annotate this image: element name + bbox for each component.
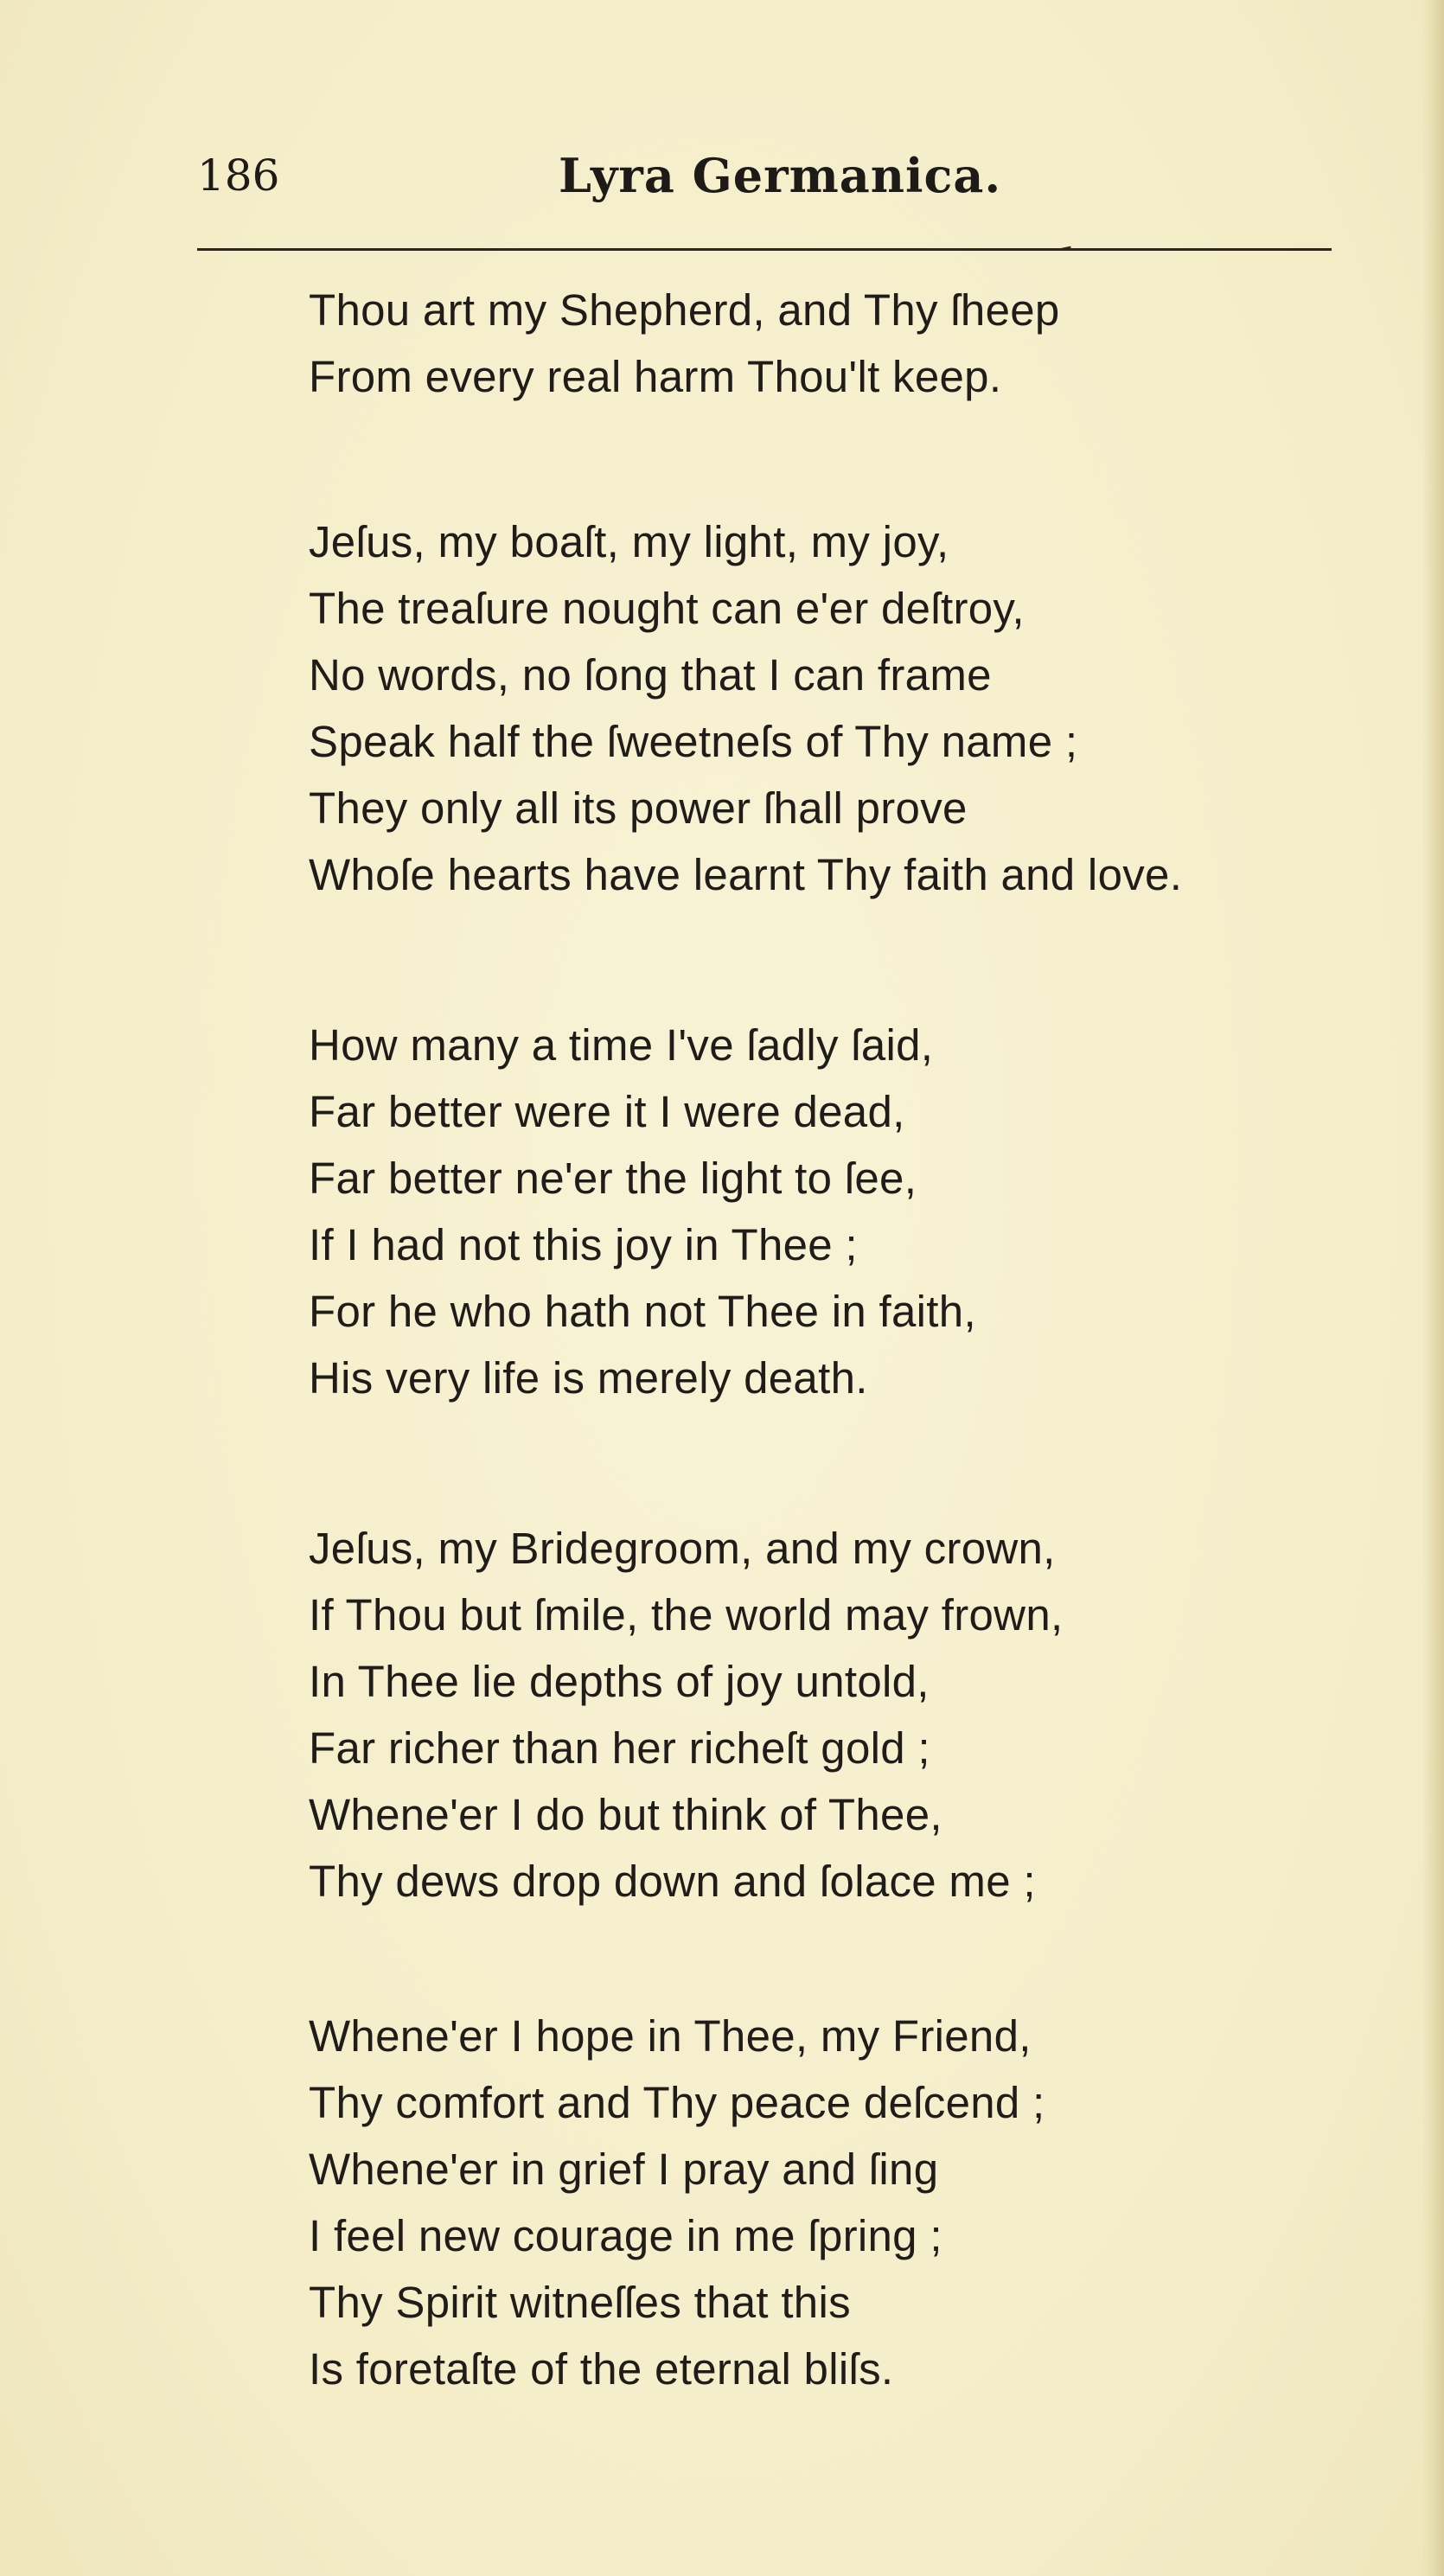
poem-line: Far better were it I were dead, xyxy=(309,1087,905,1136)
poem-line: Speak half the ſweetneſs of Thy name ; xyxy=(309,717,1078,766)
stanza-4 xyxy=(309,1515,1346,1914)
poem-line: I feel new courage in me ſpring ; xyxy=(309,2211,942,2260)
poem-line: Thy comfort and Thy peace deſcend ; xyxy=(309,2078,1045,2127)
poem-line: From every real harm Thou'lt keep. xyxy=(309,352,1002,401)
poem-line: Whene'er I hope in Thee, my Friend, xyxy=(309,2011,1032,2061)
poem-line: No words, no ſong that I can frame xyxy=(309,650,992,700)
poem-line: If Thou but ſmile, the world may frown, xyxy=(309,1590,1064,1640)
poem-line: Thy Spirit witneſſes that this xyxy=(309,2278,851,2327)
poem-line: Whene'er in grief I pray and ſing xyxy=(309,2145,939,2194)
poem-line: Thy dews drop down and ſolace me ; xyxy=(309,1857,1036,1906)
poem-line: Whene'er I do but think of Thee, xyxy=(309,1790,942,1839)
poem-line: The treaſure nought can e'er deſtroy, xyxy=(309,584,1025,633)
poem-line: Far better ne'er the light to ſee, xyxy=(309,1154,917,1203)
page-number: 186 xyxy=(197,150,280,201)
poem-line: Jeſus, my boaſt, my light, my joy, xyxy=(309,517,949,566)
stanza-1 xyxy=(309,277,1346,410)
running-title: Lyra Germanica. xyxy=(559,148,1002,203)
stanza-5 xyxy=(309,2003,1346,2402)
poem-line: Whoſe hearts have learnt Thy faith and love. xyxy=(309,850,1183,899)
header-rule xyxy=(197,248,1332,251)
poem-line: They only all its power ſhall prove xyxy=(309,783,968,833)
stanza-3 xyxy=(309,1012,1346,1411)
poem-line: In Thee lie depths of joy untold, xyxy=(309,1657,930,1706)
poem-line: If I had not this joy in Thee ; xyxy=(309,1220,858,1269)
page-header xyxy=(0,145,1444,214)
poem-line: How many a time I've ſadly ſaid, xyxy=(309,1020,934,1070)
poem-line: Far richer than her richeſt gold ; xyxy=(309,1723,930,1773)
page-edge-shadow xyxy=(1422,0,1444,2576)
stanza-2 xyxy=(309,508,1346,908)
poem-line: His very life is merely death. xyxy=(309,1353,868,1403)
poem-line: Thou art my Shepherd, and Thy ſheep xyxy=(309,285,1060,335)
poem-line: Is foretaſte of the eternal bliſs. xyxy=(309,2344,894,2394)
poem-line: For he who hath not Thee in faith, xyxy=(309,1287,976,1336)
poem-line: Jeſus, my Bridegroom, and my crown, xyxy=(309,1524,1056,1573)
